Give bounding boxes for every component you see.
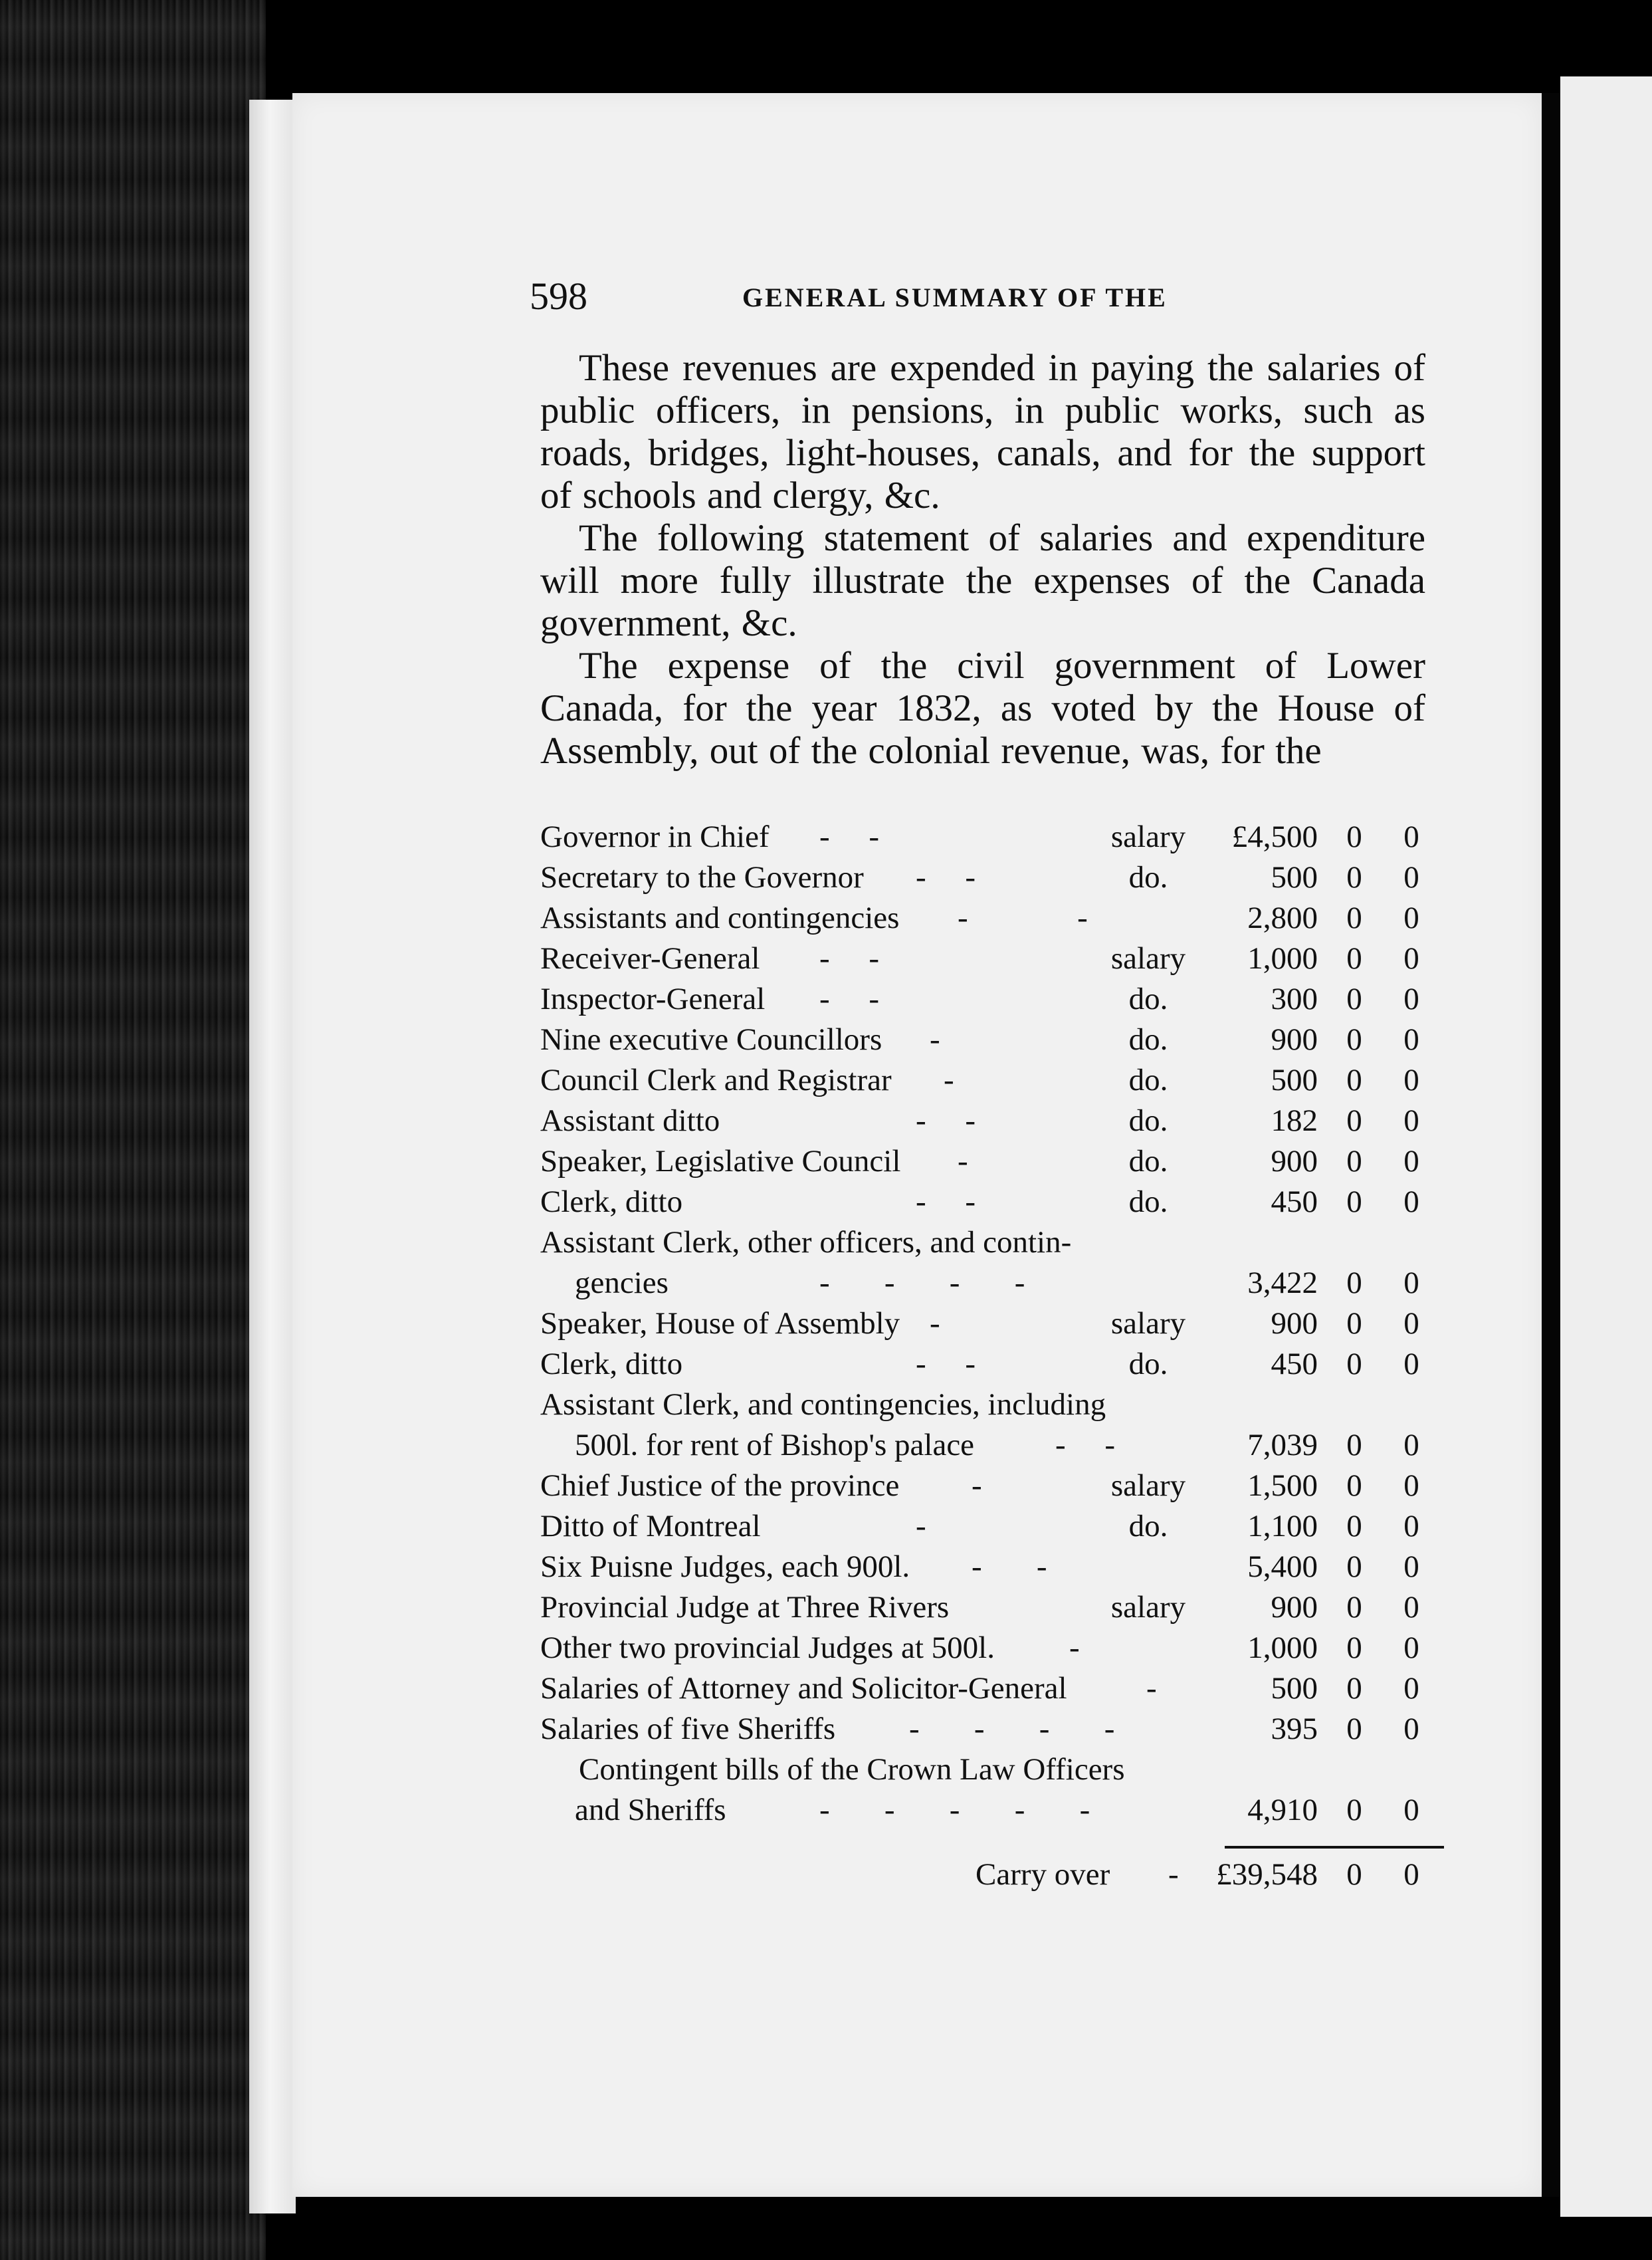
row-label: Council Clerk and Registrar — [540, 1063, 892, 1097]
leader-dashes: - - — [819, 941, 880, 976]
shillings: 0 — [1346, 1103, 1362, 1138]
pounds-amount: 395 — [1271, 1712, 1318, 1746]
row-label: Six Puisne Judges, each 900l. — [540, 1549, 910, 1584]
table-row — [540, 1224, 1443, 1265]
table-row — [540, 1468, 1443, 1508]
shillings: 0 — [1346, 1793, 1362, 1827]
type-label: do. — [1128, 860, 1168, 895]
total-label: Carry over — [976, 1857, 1110, 1892]
running-head: GENERAL SUMMARY OF THE — [742, 282, 1168, 312]
leader-dashes: - - - - — [819, 1266, 1025, 1300]
pence: 0 — [1403, 820, 1419, 854]
row-label: 500l. for rent of Bishop's palace — [575, 1428, 975, 1462]
type-label: salary — [1110, 820, 1186, 854]
type-label: salary — [1110, 1306, 1186, 1341]
table-row — [540, 1752, 1443, 1792]
pounds-amount: 900 — [1271, 1144, 1318, 1179]
leader-dashes: - — [1069, 1631, 1080, 1665]
pence: 0 — [1403, 1306, 1419, 1341]
pence: 0 — [1403, 901, 1419, 935]
shillings: 0 — [1346, 1549, 1362, 1584]
total-shillings: 0 — [1346, 1857, 1362, 1892]
page-header — [530, 274, 1440, 320]
page-edge — [249, 100, 296, 2213]
table-row — [540, 981, 1443, 1022]
leader-dashes: - - — [819, 820, 880, 854]
shillings: 0 — [1346, 1590, 1362, 1625]
type-label: do. — [1128, 982, 1168, 1016]
row-label: gencies — [575, 1266, 669, 1300]
pence: 0 — [1403, 1266, 1419, 1300]
shillings: 0 — [1346, 1468, 1362, 1503]
row-label: Provincial Judge at Three Rivers — [540, 1590, 950, 1625]
shillings: 0 — [1346, 1428, 1362, 1462]
rule-spacer — [540, 1833, 1443, 1857]
row-label: Other two provincial Judges at 500l. — [540, 1631, 995, 1665]
pence: 0 — [1403, 1022, 1419, 1057]
leader-dashes: - - - - — [909, 1712, 1115, 1746]
leader-dashes: - - — [916, 1103, 976, 1138]
table-row — [540, 1265, 1443, 1305]
type-label: do. — [1128, 1144, 1168, 1179]
type-label: do. — [1128, 1022, 1168, 1057]
row-label: Speaker, House of Assembly — [540, 1306, 900, 1341]
table-row — [540, 1670, 1443, 1711]
table-row — [540, 1387, 1443, 1427]
leader-dashes: - - — [916, 1347, 976, 1381]
pounds-amount: 182 — [1271, 1103, 1318, 1138]
total-pence: 0 — [1403, 1857, 1419, 1892]
leader-dashes: - — [972, 1468, 982, 1503]
leader-dashes: - - — [1055, 1428, 1116, 1462]
row-label: Ditto of Montreal — [540, 1509, 761, 1543]
leader-dashes: - — [958, 1144, 968, 1179]
leader-dashes: - — [930, 1306, 940, 1341]
leader-dashes: - — [1146, 1671, 1157, 1706]
type-label: do. — [1128, 1347, 1168, 1381]
type-label: do. — [1128, 1185, 1168, 1219]
pence: 0 — [1403, 1793, 1419, 1827]
pounds-amount: 900 — [1271, 1590, 1318, 1625]
leader-dashes: - - — [958, 901, 1088, 935]
pounds-amount: 4,910 — [1247, 1793, 1318, 1827]
pence: 0 — [1403, 1185, 1419, 1219]
paragraph-1: These revenues are expended in paying the salaries of public officers, in pensions, in public works, such as roads, bridges, light-houses, canals, and for the support of schools and clergy, &c. — [540, 347, 1425, 516]
page-number: 598 — [530, 275, 587, 318]
table-row — [540, 1346, 1443, 1387]
pence: 0 — [1403, 1063, 1419, 1097]
row-label: Speaker, Legislative Council — [540, 1144, 901, 1179]
shillings: 0 — [1346, 1347, 1362, 1381]
pounds-amount: 300 — [1271, 982, 1318, 1016]
table-row — [540, 1792, 1443, 1833]
table-row — [540, 859, 1443, 900]
leader-dashes: - - - - - — [819, 1793, 1090, 1827]
pounds-amount: 450 — [1271, 1185, 1318, 1219]
total-rule — [1225, 1846, 1444, 1849]
shillings: 0 — [1346, 1671, 1362, 1706]
row-label: Clerk, ditto — [540, 1347, 683, 1381]
table-row — [540, 1508, 1443, 1549]
pounds-amount: 450 — [1271, 1347, 1318, 1381]
row-label: Assistant Clerk, and contingencies, including — [540, 1387, 1106, 1422]
type-label: salary — [1110, 941, 1186, 976]
table-row — [540, 1589, 1443, 1630]
page-gutter — [1543, 93, 1560, 2197]
table-row — [540, 1103, 1443, 1143]
shillings: 0 — [1346, 901, 1362, 935]
row-label: Assistant Clerk, other officers, and contin- — [540, 1225, 1072, 1260]
row-label: Governor in Chief — [540, 820, 770, 854]
type-label: do. — [1128, 1063, 1168, 1097]
shillings: 0 — [1346, 982, 1362, 1016]
shillings: 0 — [1346, 1185, 1362, 1219]
pence: 0 — [1403, 1468, 1419, 1503]
type-label: salary — [1110, 1468, 1186, 1503]
pence: 0 — [1403, 1590, 1419, 1625]
row-label: Nine executive Councillors — [540, 1022, 882, 1057]
leader-dashes: - — [916, 1509, 926, 1543]
pence: 0 — [1403, 1631, 1419, 1665]
row-label: and Sheriffs — [575, 1793, 726, 1827]
type-label: salary — [1110, 1590, 1186, 1625]
facing-page-edge — [1560, 76, 1652, 2217]
table-row — [540, 1305, 1443, 1346]
shillings: 0 — [1346, 1631, 1362, 1665]
row-label: Assistant ditto — [540, 1103, 720, 1138]
pounds-amount: 2,800 — [1247, 901, 1318, 935]
leader-dashes: - - — [916, 860, 976, 895]
shillings: 0 — [1346, 1022, 1362, 1057]
pence: 0 — [1403, 1712, 1419, 1746]
table-row — [540, 1184, 1443, 1224]
shillings: 0 — [1346, 1266, 1362, 1300]
table-row — [540, 941, 1443, 981]
pounds-amount: 1,000 — [1247, 1631, 1318, 1665]
table-row — [540, 1143, 1443, 1184]
shillings: 0 — [1346, 860, 1362, 895]
shillings: 0 — [1346, 1063, 1362, 1097]
salary-table — [540, 819, 1443, 1897]
row-label: Clerk, ditto — [540, 1185, 683, 1219]
pounds-amount: 1,100 — [1247, 1509, 1318, 1543]
pounds-amount: 900 — [1271, 1022, 1318, 1057]
shillings: 0 — [1346, 1712, 1362, 1746]
leader-dashes: - - — [972, 1549, 1047, 1584]
leader-dashes: - - — [916, 1185, 976, 1219]
leader-dashes: - — [930, 1022, 940, 1057]
table-row — [540, 900, 1443, 941]
pounds-amount: 500 — [1271, 1063, 1318, 1097]
row-label: Salaries of Attorney and Solicitor-General — [540, 1671, 1067, 1706]
paragraph-2: The following statement of salaries and expenditure will more fully illustrate the expenses of the Canada government, &c. — [540, 517, 1425, 644]
spine-texture — [0, 0, 266, 2260]
row-label: Chief Justice of the province — [540, 1468, 900, 1503]
pence: 0 — [1403, 1671, 1419, 1706]
shillings: 0 — [1346, 1509, 1362, 1543]
row-label: Receiver-General — [540, 941, 760, 976]
row-label: Assistants and contingencies — [540, 901, 900, 935]
pence: 0 — [1403, 1509, 1419, 1543]
shillings: 0 — [1346, 820, 1362, 854]
table-row — [540, 1022, 1443, 1062]
table-row — [540, 1549, 1443, 1589]
table-row — [540, 1062, 1443, 1103]
paragraph-3: The expense of the civil government of Lower Canada, for the year 1832, as voted by the House of Assembly, out of the colonial revenue, was, for the — [540, 645, 1425, 772]
body-text — [540, 347, 1425, 772]
shillings: 0 — [1346, 1306, 1362, 1341]
pence: 0 — [1403, 860, 1419, 895]
row-label: Salaries of five Sheriffs — [540, 1712, 836, 1746]
pence: 0 — [1403, 1103, 1419, 1138]
pence: 0 — [1403, 1347, 1419, 1381]
pounds-amount: 1,500 — [1247, 1468, 1318, 1503]
pence: 0 — [1403, 1144, 1419, 1179]
shillings: 0 — [1346, 1144, 1362, 1179]
table-row — [540, 1630, 1443, 1670]
table-row — [540, 819, 1443, 859]
row-label: Secretary to the Governor — [540, 860, 864, 895]
total-row — [540, 1857, 1443, 1897]
pounds-amount: 7,039 — [1247, 1428, 1318, 1462]
table-row — [540, 1711, 1443, 1752]
pounds-amount: 1,000 — [1247, 941, 1318, 976]
row-label: Inspector-General — [540, 982, 766, 1016]
pence: 0 — [1403, 982, 1419, 1016]
type-label: do. — [1128, 1509, 1168, 1543]
shillings: 0 — [1346, 941, 1362, 976]
pounds-amount: 500 — [1271, 1671, 1318, 1706]
pounds-amount: 5,400 — [1247, 1549, 1318, 1584]
type-label: do. — [1128, 1103, 1168, 1138]
leader-dashes: - - — [819, 982, 880, 1016]
row-label: Contingent bills of the Crown Law Officers — [579, 1752, 1125, 1787]
total-amount: £39,548 — [1216, 1857, 1318, 1892]
pounds-amount: 500 — [1271, 860, 1318, 895]
total-dash: - — [1168, 1857, 1179, 1892]
pence: 0 — [1403, 1549, 1419, 1584]
pence: 0 — [1403, 941, 1419, 976]
leader-dashes: - — [944, 1063, 954, 1097]
pence: 0 — [1403, 1428, 1419, 1462]
pounds-amount: 900 — [1271, 1306, 1318, 1341]
table-row — [540, 1427, 1443, 1468]
pounds-amount: 3,422 — [1247, 1266, 1318, 1300]
pounds-amount: £4,500 — [1231, 820, 1318, 854]
